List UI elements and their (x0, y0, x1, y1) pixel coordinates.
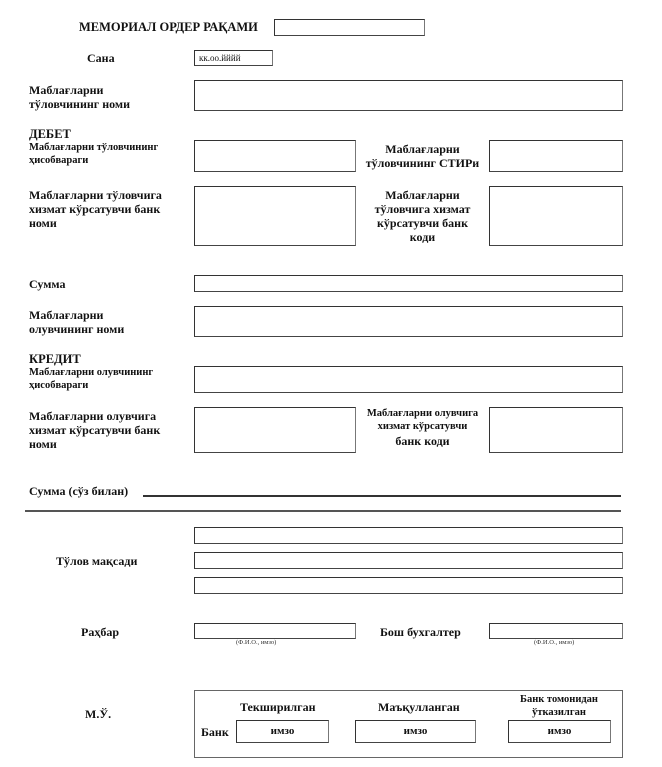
recipient-bank-code-label (356, 407, 489, 449)
recipient-account-input[interactable] (194, 366, 623, 393)
date-placeholder: кк.оо.йййй (199, 53, 241, 63)
payer-bank-code-label-line1: Маблағларни (385, 188, 460, 202)
recipient-bank-name-label-line3: номи (29, 437, 57, 451)
amount-words-input-line[interactable] (143, 495, 621, 497)
recipient-name-label (29, 308, 124, 336)
payer-account-label (29, 141, 158, 167)
payer-name-label (29, 83, 130, 111)
payer-account-input[interactable] (194, 140, 356, 172)
processed-signature-placeholder: имзо (547, 725, 572, 737)
recipient-bank-name-label (29, 409, 160, 451)
payer-bank-code-label-line2: тўловчига хизмат (374, 202, 471, 216)
payer-account-label-line1: Маблағларни тўловчининг (29, 142, 159, 153)
page-title: МЕМОРИАЛ ОРДЕР РАҚАМИ (79, 20, 258, 34)
payer-tin-label-line2: тўловчининг СТИРи (365, 156, 480, 170)
director-hint: (Ф.И.О., имзо) (236, 639, 277, 646)
processed-label-line2: ўтказилган (532, 707, 586, 718)
accountant-signature-input[interactable] (489, 623, 623, 639)
checked-signature-box[interactable] (236, 720, 329, 743)
purpose-input-line-2[interactable] (194, 552, 623, 569)
purpose-label: Тўлов мақсади (56, 554, 138, 568)
processed-label (508, 693, 610, 719)
payer-name-label-line2: тўловчининг номи (29, 97, 130, 111)
approved-signature-box[interactable] (355, 720, 476, 743)
payer-bank-name-label-line1: Маблағларни тўловчига (29, 188, 162, 202)
payer-account-label-line2: ҳисобвараги (29, 155, 89, 166)
director-label: Раҳбар (81, 625, 120, 639)
processed-label-line1: Банк томонидан (520, 694, 598, 705)
recipient-name-label-line1: Маблағларни (29, 308, 104, 322)
bank-label: Банк (201, 725, 229, 739)
purpose-input-line-3[interactable] (194, 577, 623, 594)
accountant-label: Бош бухгалтер (380, 625, 461, 639)
date-input[interactable] (194, 50, 273, 66)
recipient-name-label-line2: олувчининг номи (29, 322, 125, 336)
accountant-hint: (Ф.И.О., имзо) (534, 639, 575, 646)
checked-label: Текширилган (240, 700, 316, 714)
recipient-account-label-line1: Маблағларни олувчининг (29, 367, 154, 378)
payer-bank-code-label-line3: кўрсатувчи банк (376, 216, 469, 230)
payer-bank-name-label-line3: номи (29, 216, 57, 230)
stamp-label: М.Ў. (85, 707, 112, 721)
payer-bank-code-label-line4: коди (409, 230, 436, 244)
recipient-bank-name-input[interactable] (194, 407, 356, 453)
section-divider (25, 510, 621, 512)
recipient-account-label (29, 366, 153, 392)
checked-signature-placeholder: имзо (270, 725, 295, 737)
recipient-bank-code-label-line3: банк коди (395, 434, 450, 448)
date-label: Сана (87, 51, 115, 65)
processed-signature-box[interactable] (508, 720, 611, 743)
amount-input[interactable] (194, 275, 623, 292)
amount-label: Сумма (29, 277, 66, 291)
payer-bank-name-label (29, 188, 162, 230)
recipient-name-input[interactable] (194, 306, 623, 337)
payer-name-input[interactable] (194, 80, 623, 111)
recipient-account-label-line2: ҳисобвараги (29, 380, 89, 391)
debit-heading: ДЕБЕТ (29, 127, 71, 141)
payer-bank-code-label (356, 188, 489, 244)
director-signature-input[interactable] (194, 623, 356, 639)
payer-bank-name-label-line2: хизмат кўрсатувчи банк (29, 202, 161, 216)
approved-signature-placeholder: имзо (403, 725, 428, 737)
amount-words-label: Сумма (сўз билан) (29, 484, 129, 498)
payer-name-label-line1: Маблағларни (29, 83, 104, 97)
recipient-bank-name-label-line2: хизмат кўрсатувчи банк (29, 423, 161, 437)
payer-bank-code-input[interactable] (489, 186, 623, 246)
recipient-bank-code-input[interactable] (489, 407, 623, 453)
order-number-input[interactable] (274, 19, 425, 36)
payer-bank-name-input[interactable] (194, 186, 356, 246)
recipient-bank-code-label-line1: Маблағларни олувчига (366, 408, 479, 419)
payer-tin-label-line1: Маблағларни (385, 142, 460, 156)
payer-tin-input[interactable] (489, 140, 623, 172)
recipient-bank-name-label-line1: Маблағларни олувчига (29, 409, 157, 423)
recipient-bank-code-label-line2: хизмат кўрсатувчи (377, 421, 468, 432)
approved-label: Маъқулланган (378, 700, 460, 714)
purpose-input-line-1[interactable] (194, 527, 623, 544)
credit-heading: КРЕДИТ (29, 352, 81, 366)
payer-tin-label (356, 142, 489, 170)
